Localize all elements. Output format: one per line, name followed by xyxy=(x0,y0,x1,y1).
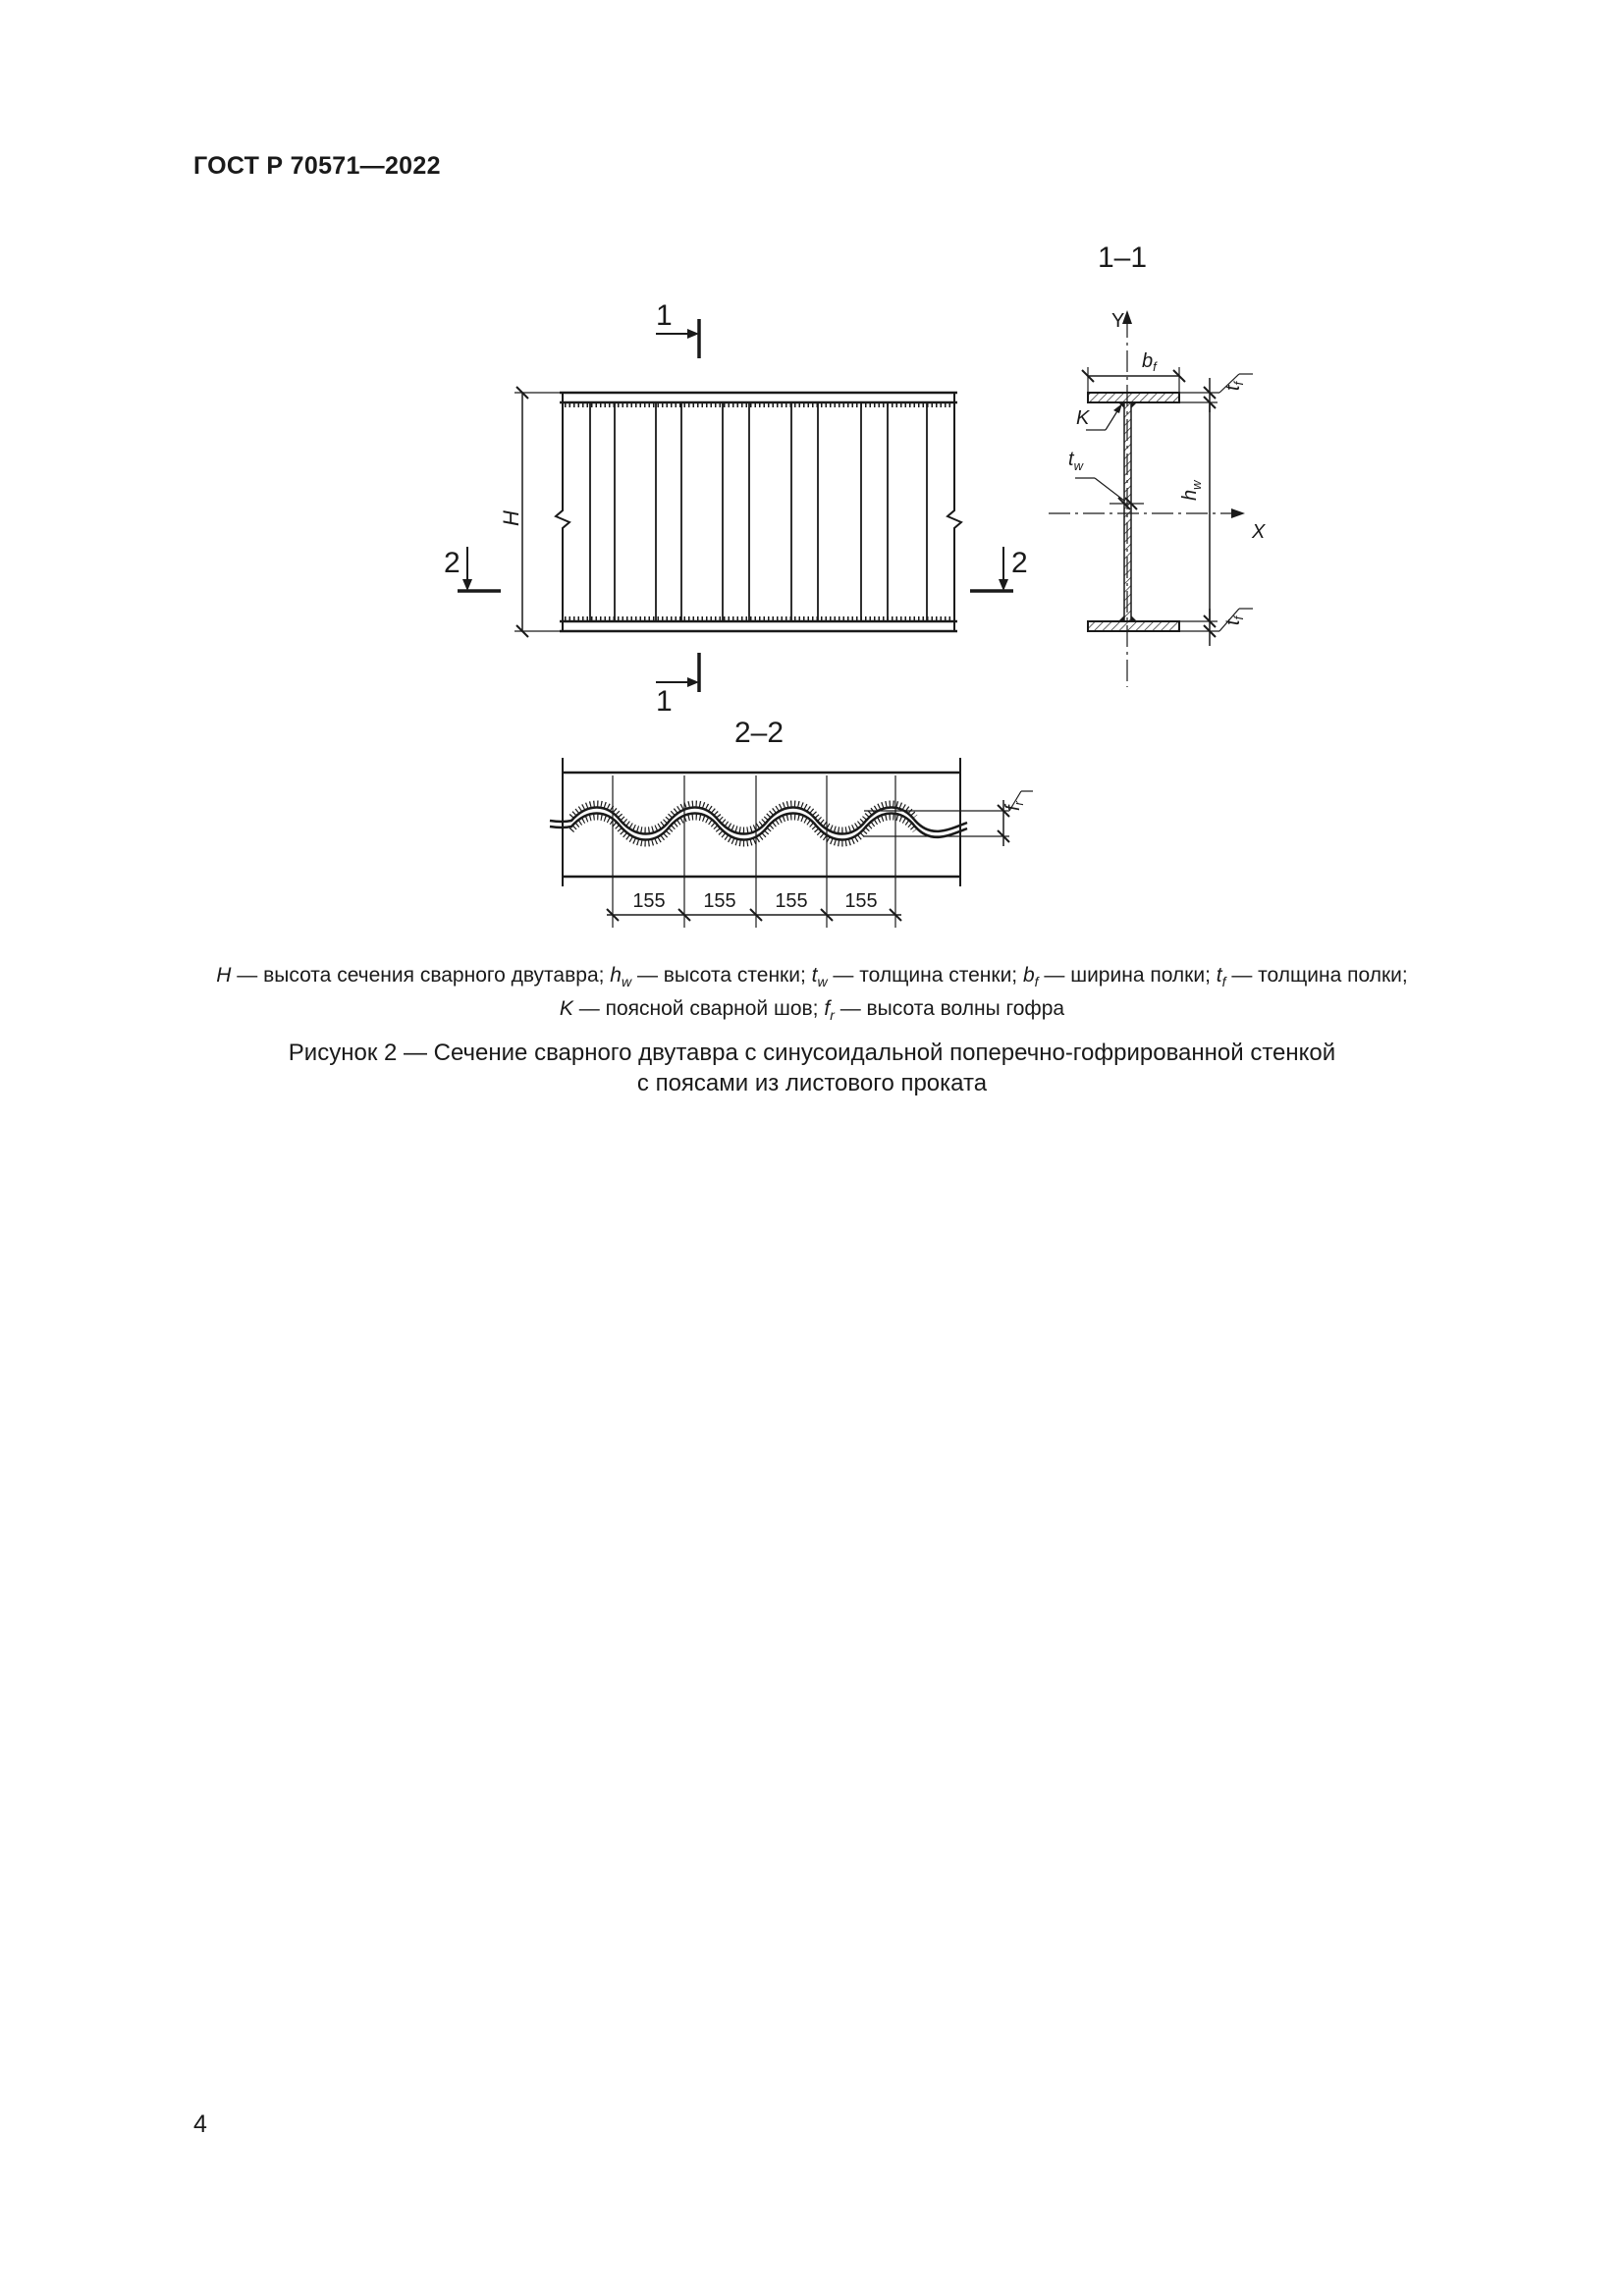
label-K: K xyxy=(1076,407,1090,429)
cut-mark-2-left: 2 xyxy=(444,547,460,579)
beam-elevation xyxy=(444,299,1028,718)
pitch-label: 155 xyxy=(703,890,736,912)
label-bf: $b_f$ xyxy=(1142,350,1157,374)
page-number: 4 xyxy=(193,2110,207,2138)
label-fr: $f_r$ xyxy=(1002,801,1026,811)
legend-line-1: H — высота сечения сварного двутавра; $h_w$ — высота стенки; $t_w$ — толщина стенки; $b_f$ — ширина полки; $t_f$ — толщина полки; xyxy=(216,964,1408,989)
label-tf-top: $t_f$ xyxy=(1222,381,1246,391)
label-tw: $t_w$ xyxy=(1068,449,1083,473)
caption-line-1: Рисунок 2 — Сечение сварного двутавра с синусоидальной поперечно-гофрированной стенкой xyxy=(288,1040,1336,1066)
cut-mark-1-bottom: 1 xyxy=(656,685,673,718)
section-1-1-title: 1–1 xyxy=(1097,241,1148,274)
label-hw: $h_w$ xyxy=(1179,480,1204,501)
figure-legend xyxy=(147,962,1477,1029)
section-2-2-title: 2–2 xyxy=(733,717,785,749)
figure-drawing xyxy=(0,0,1624,982)
cut-mark-2-right: 2 xyxy=(1011,547,1028,579)
label-X: X xyxy=(1252,521,1266,543)
label-Y: Y xyxy=(1111,310,1125,332)
section-2-2 xyxy=(550,717,1033,928)
cut-mark-1-top: 1 xyxy=(656,299,673,332)
label-tf-bottom: $t_f$ xyxy=(1222,615,1246,625)
legend-line-2: K — поясной сварной шов; $f_r$ — высота волны гофра xyxy=(559,997,1065,1023)
pitch-label: 155 xyxy=(632,890,666,912)
figure-caption xyxy=(147,1038,1477,1098)
pitch-label: 155 xyxy=(844,890,878,912)
caption-line-2: с поясами из листового проката xyxy=(636,1070,988,1096)
document-header: ГОСТ Р 70571—2022 xyxy=(193,152,441,180)
pitch-label: 155 xyxy=(775,890,808,912)
section-1-1 xyxy=(1049,241,1266,687)
label-H: H xyxy=(499,510,523,526)
